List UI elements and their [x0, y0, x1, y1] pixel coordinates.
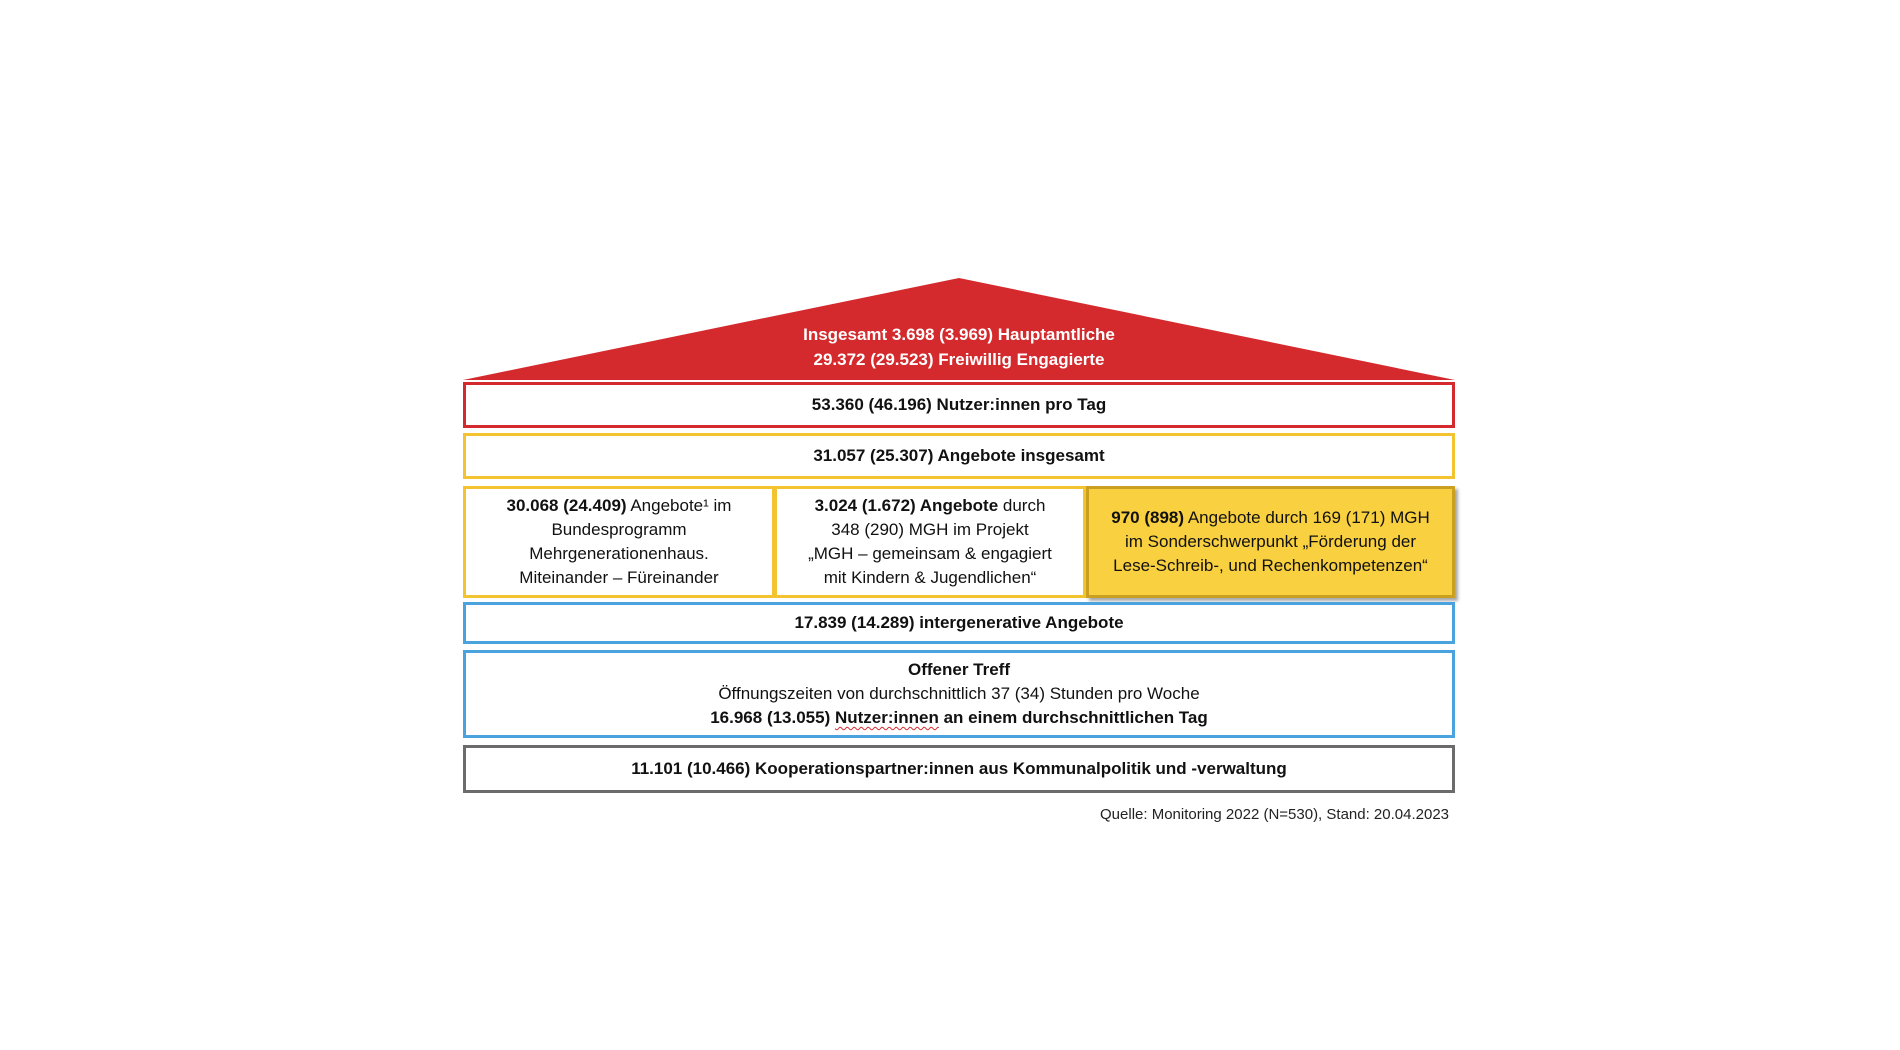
open-meeting-box [463, 650, 1455, 738]
roof-staff-line: Insgesamt 3.698 (3.969) Hauptamtliche [803, 325, 1115, 344]
literacy-offers-line2: im Sonderschwerpunkt „Förderung der [1124, 532, 1417, 551]
open-meeting-title: Offener Treff [907, 660, 1011, 679]
federal-offers-line3: Mehrgenerationenhaus. [529, 544, 709, 563]
youth-offers-count: 3.024 (1.672) Angebote [814, 496, 999, 515]
open-meeting-users-word: Nutzer:innen [834, 708, 939, 727]
youth-offers-line1: durch [998, 496, 1046, 515]
federal-program-offers-box [463, 486, 775, 598]
literacy-offers-count: 970 (898) [1111, 508, 1185, 527]
offers-total-text: 31.057 (25.307) Angebote insgesamt [813, 446, 1105, 465]
intergenerational-offers-box [463, 602, 1455, 644]
literacy-offers-line3: Lese-Schreib-, und Rechenkompetenzen“ [1113, 556, 1428, 575]
youth-offers-line3: „MGH – gemeinsam & engagiert [808, 544, 1052, 563]
youth-offers-line4: mit Kindern & Jugendlichen“ [823, 568, 1037, 587]
cooperation-partners-text: 11.101 (10.466) Kooperationspartner:innen aus Kommunalpolitik und -verwaltung [631, 759, 1287, 778]
open-meeting-users [710, 706, 1208, 730]
federal-offers-count: 30.068 (24.409) [506, 496, 627, 515]
federal-offers-line1: Angebote¹ im [626, 496, 732, 515]
federal-offers-line4: Miteinander – Füreinander [519, 568, 719, 587]
users-per-day-text: 53.360 (46.196) Nutzer:innen pro Tag [811, 395, 1107, 414]
roof-text [463, 322, 1455, 372]
federal-offers-line2: Bundesprogramm [551, 520, 687, 539]
roof-volunteers-line: 29.372 (29.523) Freiwillig Engagierte [813, 350, 1105, 369]
open-meeting-users-count: 16.968 (13.055) [710, 708, 835, 727]
open-meeting-users-suffix: an einem durchschnittlichen Tag [938, 708, 1208, 727]
users-per-day-box [463, 382, 1455, 428]
open-meeting-hours: Öffnungszeiten von durchschnittlich 37 (34) Stunden pro Woche [718, 684, 1200, 703]
literacy-offers-line1: Angebote durch 169 (171) MGH [1184, 508, 1430, 527]
youth-offers-line2: 348 (290) MGH im Projekt [831, 520, 1029, 539]
offers-total-box [463, 433, 1455, 479]
cooperation-partners-box [463, 745, 1455, 793]
literacy-focus-offers-box [1086, 486, 1455, 598]
source-note: Quelle: Monitoring 2022 (N=530), Stand: 20.04.2023 [1100, 806, 1449, 823]
intergenerational-offers-text: 17.839 (14.289) intergenerative Angebote [794, 613, 1124, 632]
youth-project-offers-box [774, 486, 1086, 598]
